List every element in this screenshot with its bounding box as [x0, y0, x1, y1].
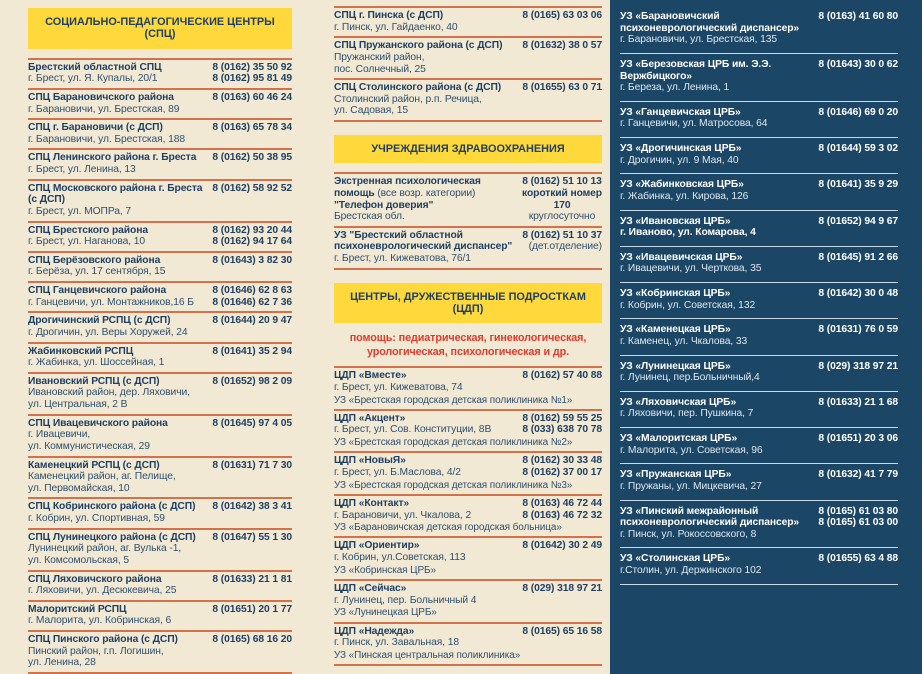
- entry-address: г. Барановичи, ул. Брестская, 89: [28, 103, 180, 115]
- entry-organization: УЗ «Пинская центральная поликлиника»: [334, 649, 521, 661]
- phone-number: 8 (01631) 76 0 59: [818, 324, 898, 336]
- directory-entry: [28, 602, 292, 632]
- entry-name: СПЦ Ганцевичского района: [28, 285, 167, 296]
- entry-phones: [818, 506, 898, 541]
- entry-address: г. Береза, ул. Ленина, 1: [620, 82, 730, 94]
- entry-name: Жабинковский РСПЦ: [28, 345, 134, 357]
- entry-phones: [818, 11, 898, 46]
- entry-address: ул. Первомайская, 10: [28, 482, 130, 494]
- entry-name: УЗ «Пинский межрайонный психоневрологический диспансер»: [620, 505, 800, 529]
- entry-phones: [212, 574, 292, 597]
- directory-entry: [28, 632, 292, 674]
- entry-address: Пинский район, г.п. Логишин,: [28, 645, 164, 657]
- directory-entry: [334, 80, 602, 122]
- entry-name-line2: "Телефон доверия": [334, 199, 434, 211]
- phone-number: 8 (0162) 51 10 13: [522, 176, 602, 188]
- entry-phones: [212, 92, 292, 115]
- entry-name: Брестский областной СПЦ: [28, 61, 162, 73]
- entry-name: УЗ «Кобринская ЦРБ»: [620, 288, 731, 299]
- directory-entry: [334, 581, 602, 624]
- entry-address: Ивановский район, дер. Ляховичи,: [28, 387, 190, 399]
- directory-entry: [28, 223, 292, 253]
- entry-name: ЦДП «Ориентир»: [334, 540, 420, 552]
- entry-phones: [212, 460, 292, 495]
- entry-address: г. Дрогичин, ул. Веры Хоружей, 24: [28, 326, 188, 338]
- entry-phones: [212, 532, 292, 567]
- entry-phones: [212, 122, 292, 145]
- entry-name: ЦДП «НовыЯ»: [334, 455, 406, 467]
- directory-entry: [620, 501, 898, 549]
- entry-address: г. Брест, ул. Кижеватова, 76/1: [334, 253, 471, 265]
- entry-address: г. Ганцевичи, ул. Матросова, 64: [620, 118, 768, 130]
- entry-phones: [522, 230, 602, 265]
- phone-number: 8 (01643) 3 82 30: [212, 254, 292, 266]
- phone-number: 8 (01646) 62 7 36: [212, 296, 292, 308]
- entry-address: г. Брест, ул. Сов. Конституции, 8В: [334, 424, 492, 436]
- phone-number: 8 (0165) 68 16 20: [212, 634, 292, 645]
- entry-name: ЦДП «Вместе»: [334, 370, 407, 382]
- phone-number: 8 (0162) 30 33 48: [522, 455, 602, 467]
- phone-number: 8 (01632) 38 0 57: [522, 40, 602, 52]
- entry-phones: [212, 376, 292, 411]
- directory-entry: [28, 150, 292, 180]
- entry-address: г. Брест, ул. Наганова, 10: [28, 236, 146, 248]
- phone-number: 8 (0163) 46 72 44: [522, 497, 602, 509]
- entry-address: г. Малорита, ул. Советская, 96: [620, 444, 763, 456]
- phone-number: 8 (0163) 46 72 32: [522, 509, 602, 521]
- entry-name: Каменецкий РСПЦ (с ДСП): [28, 459, 160, 471]
- directory-entry: [620, 428, 898, 464]
- entry-name: УЗ "Брестский областной психоневрологический диспансер": [334, 229, 513, 253]
- entry-name: СПЦ Ивацевичского района: [28, 417, 168, 429]
- entry-phones: [212, 501, 292, 524]
- cdp-subtitle: [334, 332, 602, 359]
- directory-entry: [28, 181, 292, 223]
- entry-address: г.Столин, ул. Держинского 102: [620, 565, 762, 576]
- phone-number: 170: [553, 199, 571, 211]
- entry-name: УЗ «Жабинковская ЦРБ»: [620, 179, 744, 191]
- entry-address: г. Ляховичи, ул. Десюкевича, 25: [28, 585, 177, 597]
- entry-address: г. Малорита, ул. Кобринская, 6: [28, 615, 172, 627]
- entry-phones: [522, 370, 602, 393]
- entry-address: г. Пинск, ул. Завальная, 18: [334, 637, 459, 649]
- entry-phones: [818, 397, 898, 420]
- entry-name: УЗ «Дрогичинская ЦРБ»: [620, 143, 742, 154]
- directory-entry: [28, 499, 292, 529]
- entry-address: г. Ганцевичи, ул. Монтажников,16 Б: [28, 296, 194, 308]
- entry-address: г. Брест, ул. Кижеватова, 74: [334, 381, 463, 393]
- directory-entry: [28, 530, 292, 572]
- entry-address: г. Жабинка, ул. Шоссейная, 1: [28, 357, 165, 369]
- entry-address: г. Брест, ул. Я. Купалы, 20/1: [28, 73, 158, 85]
- spc-column: [0, 0, 308, 674]
- entry-phones: [212, 285, 292, 308]
- directory-entry: [28, 313, 292, 343]
- directory-entry: [28, 374, 292, 416]
- directory-entry: [334, 8, 602, 38]
- directory-entry: [620, 247, 898, 283]
- entry-address: г. Лунинец, пер.Больничный,4: [620, 372, 760, 384]
- directory-entry: [620, 138, 898, 174]
- phone-number: 8 (01643) 30 0 62: [818, 58, 898, 70]
- phone-number: 8 (01646) 62 8 63: [212, 285, 292, 296]
- phone-number: 8 (01647) 55 1 30: [212, 531, 292, 543]
- entry-phones: [818, 59, 898, 94]
- phone-number: 8 (0163) 41 60 80: [818, 11, 898, 22]
- phone-number: 8 (033) 638 70 78: [522, 424, 602, 436]
- cdp-subtitle-line2: урологическая, психологическая и др.: [366, 345, 570, 358]
- entry-phones: [818, 179, 898, 202]
- directory-entry: [28, 253, 292, 283]
- entry-address: г. Каменец, ул. Чкалова, 33: [620, 335, 748, 347]
- phone-number: 8 (029) 318 97 21: [522, 583, 602, 595]
- entry-name: УЗ «Барановичский психоневрологический диспансер»: [620, 11, 800, 34]
- cdp-entry-list: [334, 366, 602, 666]
- entry-address: г. Кобрин, ул. Спортивная, 59: [28, 513, 165, 524]
- entry-phones: [522, 540, 602, 563]
- entry-address: г. Брест, ул. Ленина, 13: [28, 164, 136, 175]
- entry-name: СПЦ Ляховичского района: [28, 573, 162, 585]
- phone-note: круглосуточно: [528, 211, 596, 223]
- phone-number: 8 (01642) 38 3 41: [212, 501, 292, 513]
- phone-number: 8 (01655) 63 4 88: [818, 553, 898, 565]
- entry-phones: [212, 634, 292, 669]
- directory-entry: [334, 174, 602, 228]
- directory-entry: [620, 211, 898, 247]
- phone-number: 8 (0165) 61 03 80: [818, 505, 898, 517]
- entry-phones: [522, 455, 602, 478]
- entry-name: УЗ «Ляховичская ЦРБ»: [620, 396, 737, 408]
- entry-address: ул. Центральная, 2 В: [28, 399, 128, 410]
- directory-entry: [28, 120, 292, 150]
- entry-address: Лунинецкий район, аг. Вулька -1,: [28, 543, 182, 555]
- phone-number: 8 (01641) 35 2 94: [212, 345, 292, 357]
- entry-address: г. Жабинка, ул. Кирова, 126: [620, 190, 749, 202]
- directory-entry: [28, 283, 292, 313]
- phone-number: 8 (01646) 69 0 20: [818, 106, 898, 118]
- entry-address: г. Иваново, ул. Комарова, 4: [620, 227, 756, 239]
- phone-number: 8 (0162) 58 92 52: [212, 182, 292, 194]
- entry-phones: [818, 469, 898, 492]
- entry-phones: [212, 346, 292, 369]
- entry-name: УЗ «Березовская ЦРБ им. Э.Э. Вержбицкого»: [620, 58, 772, 82]
- directory-entry: [620, 283, 898, 319]
- phone-number: 8 (01633) 21 1 81: [212, 573, 292, 585]
- phone-number: 8 (029) 318 97 21: [818, 360, 898, 372]
- entry-phones: [818, 216, 898, 239]
- directory-entry: [620, 392, 898, 428]
- entry-phones: [212, 183, 292, 218]
- phone-number: 8 (01644) 20 9 47: [212, 315, 292, 327]
- entry-name: Дрогичинский РСПЦ (с ДСП): [28, 315, 171, 327]
- entry-name: УЗ «Ганцевичская ЦРБ»: [620, 106, 741, 118]
- phone-number: короткий номер: [522, 187, 602, 199]
- middle-column: [308, 0, 610, 674]
- entry-phones: [212, 225, 292, 248]
- entry-organization: УЗ «Лунинецкая ЦРБ»: [334, 607, 437, 619]
- directory-entry: [334, 538, 602, 581]
- phone-number: 8 (0162) 50 38 95: [212, 152, 292, 164]
- entry-name: СПЦ Брестского района: [28, 224, 148, 236]
- phone-number: 8 (0162) 93 20 44: [212, 224, 292, 236]
- entry-address: г. Барановичи, ул. Брестская, 188: [28, 133, 186, 145]
- directory-entry: [620, 6, 898, 54]
- phone-number: 8 (0163) 65 78 34: [212, 122, 292, 134]
- entry-name: Малоритский РСПЦ: [28, 603, 127, 615]
- phone-number: 8 (0165) 61 03 00: [818, 517, 898, 529]
- entry-address: г. Берёза, ул. 17 сентября, 15: [28, 266, 166, 278]
- entry-name: СПЦ Берёзовского района: [28, 254, 161, 266]
- entry-name: УЗ «Лунинецкая ЦРБ»: [620, 360, 731, 372]
- spc-entry-list-continued: [334, 6, 602, 122]
- entry-address: Брестская обл.: [334, 211, 405, 223]
- directory-entry: [334, 38, 602, 80]
- entry-phones: [818, 553, 898, 576]
- entry-name: СПЦ Пружанского района (с ДСП): [334, 40, 503, 52]
- phone-number: 8 (01632) 41 7 79: [818, 469, 898, 481]
- directory-entry: [334, 496, 602, 539]
- entry-address: Пружанский район,: [334, 51, 425, 63]
- entry-phones: [522, 82, 602, 117]
- entry-name: СПЦ Пинского района (с ДСП): [28, 634, 178, 645]
- directory-entry: [620, 464, 898, 500]
- entry-address: г. Барановичи, ул. Брестская, 135: [620, 34, 778, 46]
- phone-number: 8 (0165) 65 16 58: [522, 625, 602, 637]
- entry-address: Каменецкий район, аг. Пелище,: [28, 471, 176, 483]
- entry-phones: [522, 10, 602, 33]
- directory-entry: [334, 453, 602, 496]
- uz-column: [610, 0, 922, 674]
- entry-phones: [818, 107, 898, 130]
- entry-address: Столинский район, р.п. Речица,: [334, 93, 482, 105]
- entry-phones: [522, 413, 602, 436]
- entry-phones: [212, 62, 292, 85]
- entry-phones: [818, 433, 898, 456]
- entry-organization: УЗ «Брестская городская детская поликлиника №1»: [334, 394, 573, 406]
- entry-name: СПЦ Барановичского района: [28, 91, 174, 103]
- entry-name: СПЦ Ленинского района г. Бреста: [28, 152, 197, 164]
- entry-organization: УЗ «Брестская городская детская поликлиника №3»: [334, 479, 573, 491]
- directory-entry: [334, 624, 602, 667]
- phone-number: 8 (01652) 98 2 09: [212, 375, 292, 387]
- directory-entry: [334, 411, 602, 454]
- phone-number: 8 (01644) 59 3 02: [818, 143, 898, 154]
- entry-address: г. Барановичи, ул. Чкалова, 2: [334, 509, 472, 521]
- directory-entry: [28, 416, 292, 458]
- entry-address: г. Лунинец, пер. Больничный 4: [334, 594, 477, 606]
- directory-entry: [28, 572, 292, 602]
- spc-entry-list: [28, 58, 292, 674]
- entry-name: УЗ «Ивановская ЦРБ»: [620, 215, 731, 227]
- directory-entry: [334, 368, 602, 411]
- entry-address: г. Брест, ул. МОПРа, 7: [28, 205, 132, 217]
- entry-name: ЦДП «Надежда»: [334, 625, 415, 637]
- entry-name: ЦДП «Контакт»: [334, 497, 410, 509]
- entry-address: г. Дрогичин, ул. 9 Мая, 40: [620, 154, 739, 166]
- directory-entry: [620, 319, 898, 355]
- health-entry-list: [334, 172, 602, 269]
- cdp-subtitle-line1: помощь: педиатрическая, гинекологическая,: [349, 332, 587, 345]
- phone-number: 8 (0162) 94 17 64: [212, 236, 292, 248]
- directory-entry: [28, 60, 292, 90]
- directory-entry: [334, 228, 602, 270]
- entry-address: г. Брест, ул. Б.Маслова, 4/2: [334, 467, 461, 478]
- entry-name: СПЦ Столинского района (с ДСП): [334, 82, 502, 94]
- directory-entry: [620, 548, 898, 584]
- directory-entry: [28, 90, 292, 120]
- entry-address: г. Пинск, ул. Гайдаенко, 40: [334, 21, 458, 33]
- entry-name: СПЦ Лунинецкого района (с ДСП): [28, 531, 196, 543]
- entry-name: СПЦ Московского района г. Бреста (с ДСП): [28, 182, 203, 206]
- entry-organization: УЗ «Брестская городская детская поликлиника №2»: [334, 437, 573, 449]
- entry-address: г. Ивацевичи, ул. Черткова, 35: [620, 263, 762, 275]
- entry-phones: [818, 288, 898, 311]
- entry-name: УЗ «Ивацевичская ЦРБ»: [620, 251, 743, 263]
- entry-address: г. Кобрин, ул. Советская, 132: [620, 299, 756, 311]
- entry-organization: УЗ «Кобринская ЦРБ»: [334, 564, 436, 576]
- entry-phones: [522, 40, 602, 75]
- entry-address: ул. Комсомольская, 5: [28, 554, 130, 566]
- phone-number: 8 (01655) 63 0 71: [522, 82, 602, 94]
- entry-address: ул. Садовая, 15: [334, 105, 408, 117]
- phone-number: 8 (0162) 37 00 17: [522, 467, 602, 478]
- phone-number: 8 (01651) 20 3 06: [818, 433, 898, 444]
- entry-address: пос. Солнечный, 25: [334, 63, 426, 75]
- phone-number: 8 (0165) 63 03 06: [522, 10, 602, 21]
- entry-address: г. Пружаны, ул. Мицкевича, 27: [620, 480, 762, 492]
- cdp-section-header: ЦЕНТРЫ, ДРУЖЕСТВЕННЫЕ ПОДРОСТКАМ (ЦДП): [334, 283, 602, 324]
- entry-phones: [522, 498, 602, 521]
- entry-name: УЗ «Столинская ЦРБ»: [620, 553, 731, 565]
- directory-entry: [620, 174, 898, 210]
- phone-number: 8 (01641) 35 9 29: [818, 179, 898, 191]
- phone-number: 8 (01652) 94 9 67: [818, 215, 898, 227]
- phone-number: 8 (0162) 95 81 49: [212, 73, 292, 85]
- phone-number: 8 (0162) 59 55 25: [522, 412, 602, 424]
- entry-name: УЗ «Пружанская ЦРБ»: [620, 469, 732, 481]
- entry-organization: УЗ «Барановичская детская городская больница»: [334, 522, 562, 534]
- entry-phones: [522, 626, 602, 649]
- entry-phones: [818, 361, 898, 384]
- phone-number: 8 (01633) 21 1 68: [818, 396, 898, 408]
- directory-entry: [620, 54, 898, 102]
- directory-entry: [28, 458, 292, 500]
- entry-name: СПЦ Кобринского района (с ДСП): [28, 501, 196, 513]
- entry-name: СПЦ г. Пинска (с ДСП): [334, 10, 444, 21]
- entry-address: ул. Ленина, 28: [28, 657, 96, 669]
- entry-phones: [212, 604, 292, 627]
- entry-name: Экстренная психологическая помощь (все возр. категории): [334, 176, 481, 199]
- phone-number: 8 (01631) 71 7 30: [212, 459, 292, 471]
- directory-entry: [620, 102, 898, 138]
- entry-phones: [212, 315, 292, 338]
- phone-number: 8 (0162) 51 10 37: [522, 229, 602, 241]
- entry-address: ул. Коммунистическая, 29: [28, 440, 150, 452]
- phone-number: 8 (01651) 20 1 77: [212, 603, 292, 615]
- entry-phones: [212, 255, 292, 278]
- uz-entry-list: [620, 6, 898, 585]
- phone-number: 8 (01645) 97 4 05: [212, 417, 292, 429]
- phone-number: 8 (0162) 35 50 92: [212, 61, 292, 73]
- entry-address: г. Ляховичи, пер. Пушкина, 7: [620, 408, 754, 420]
- phone-number: 8 (0162) 57 40 88: [522, 370, 602, 382]
- entry-phones: [818, 252, 898, 275]
- entry-phones: [522, 583, 602, 606]
- directory-entry: [28, 344, 292, 374]
- health-section-header: УЧРЕЖДЕНИЯ ЗДРАВООХРАНЕНИЯ: [334, 135, 602, 163]
- entry-address: г. Ивацевичи,: [28, 429, 91, 441]
- entry-name: ЦДП «Акцент»: [334, 412, 406, 424]
- entry-address: г. Кобрин, ул.Советская, 113: [334, 552, 466, 564]
- entry-name: ЦДП «Сейчас»: [334, 583, 407, 595]
- entry-phones: [818, 143, 898, 166]
- entry-phones: [212, 152, 292, 175]
- phone-number: 8 (01642) 30 2 49: [522, 540, 602, 552]
- entry-phones: [522, 176, 602, 223]
- directory-entry: [620, 356, 898, 392]
- phone-note: (дет.отделение): [528, 241, 602, 253]
- entry-name: УЗ «Малоритская ЦРБ»: [620, 433, 738, 444]
- entry-name: УЗ «Каменецкая ЦРБ»: [620, 324, 731, 336]
- phone-number: 8 (01642) 30 0 48: [818, 288, 898, 299]
- entry-name: СПЦ г. Барановичи (с ДСП): [28, 122, 163, 134]
- entry-name: Ивановский РСПЦ (с ДСП): [28, 375, 160, 387]
- spc-section-header: СОЦИАЛЬНО-ПЕДАГОГИЧЕСКИЕ ЦЕНТРЫ (СПЦ): [28, 8, 292, 49]
- phone-number: 8 (01645) 91 2 66: [818, 251, 898, 263]
- entry-name-note: (все возр. категории): [374, 187, 476, 199]
- entry-phones: [212, 418, 292, 453]
- entry-phones: [818, 324, 898, 347]
- phone-number: 8 (0163) 60 46 24: [212, 91, 292, 103]
- entry-address: г. Пинск, ул. Рокоссовского, 8: [620, 528, 757, 540]
